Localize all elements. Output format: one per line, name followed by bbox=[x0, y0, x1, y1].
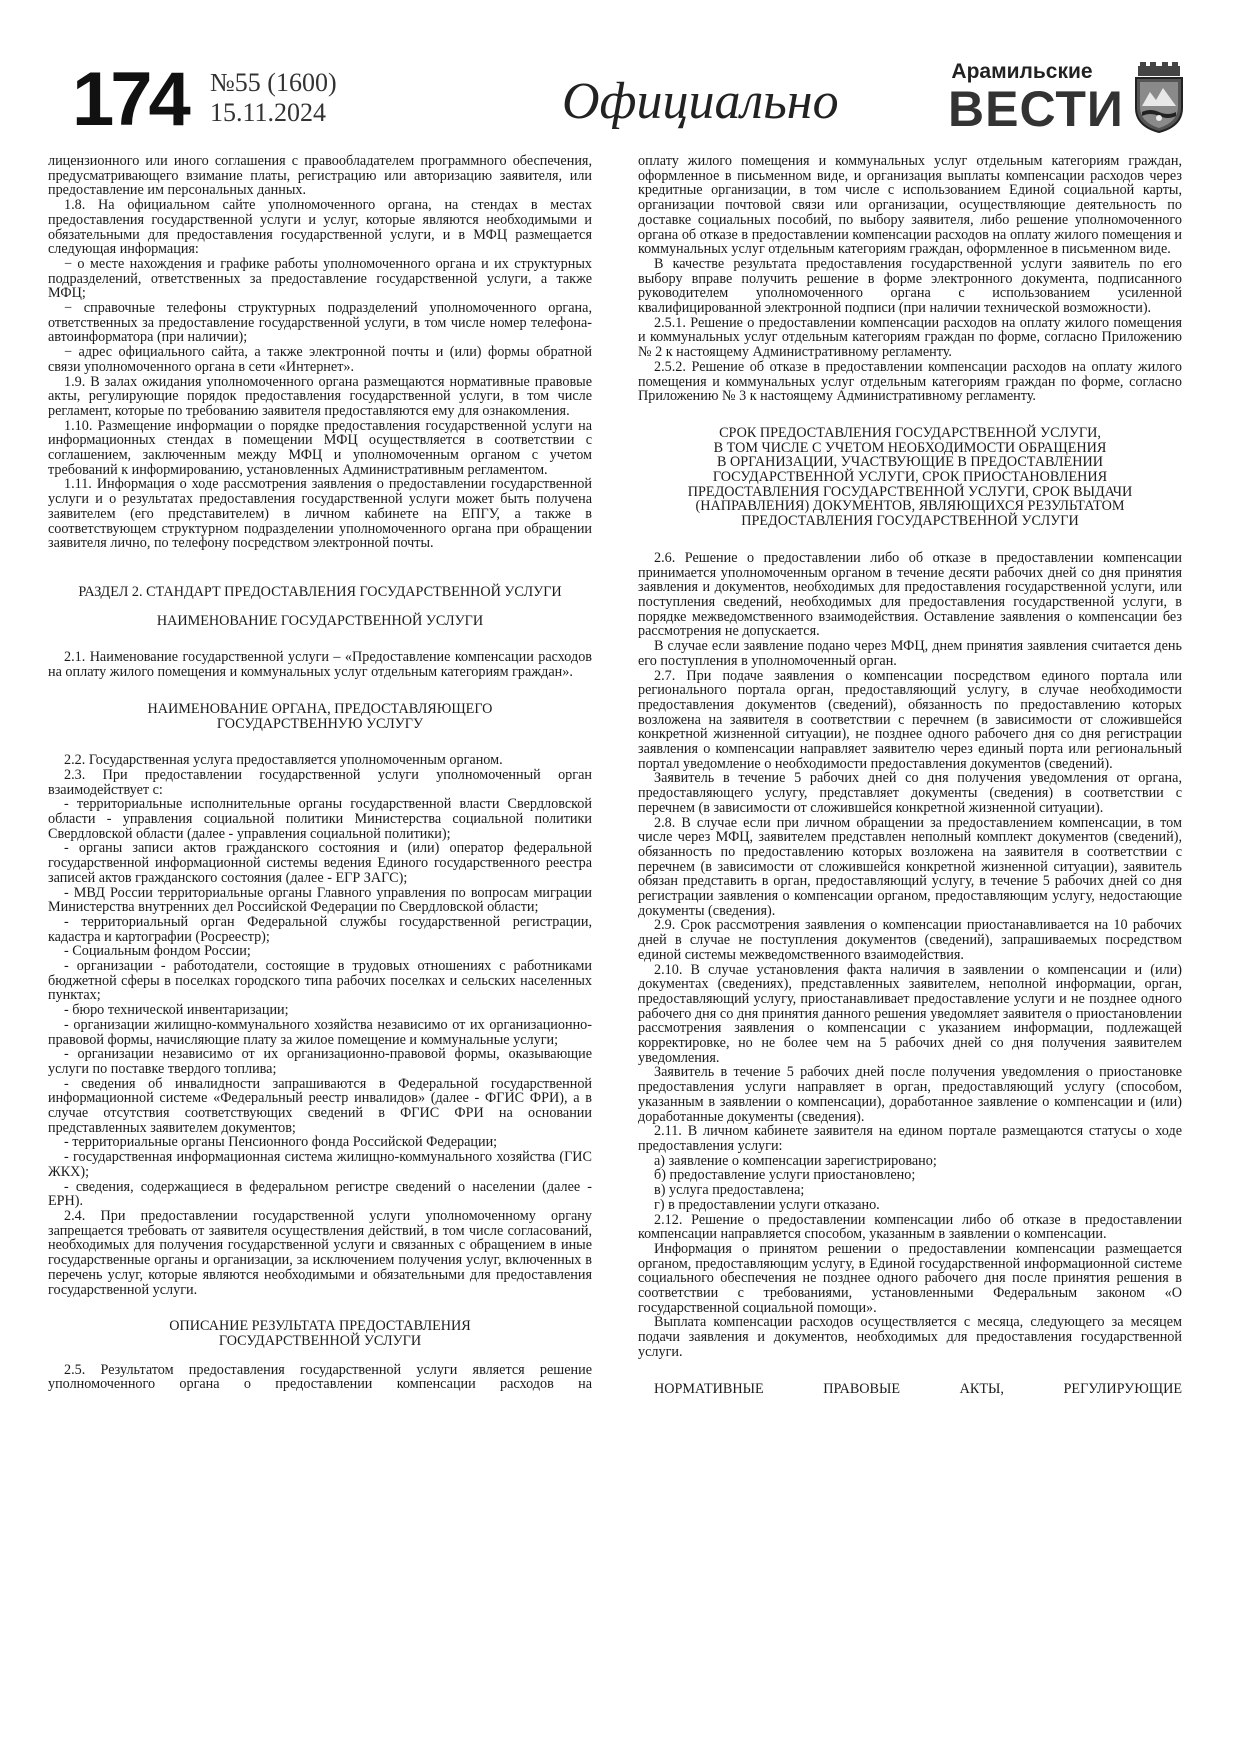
paragraph: Выплата компенсации расходов осуществляется с месяца, следующего за месяцем подачи заявления и документов, необходимых для предоставления государственной услуги. bbox=[638, 1314, 1182, 1360]
subsection-heading: (НАПРАВЛЕНИЯ) ДОКУМЕНТОВ, ЯВЛЯЮЩИХСЯ РЕЗУЛЬТАТОМ bbox=[695, 498, 1125, 515]
list-item: г) в предоставлении услуги отказано. bbox=[654, 1196, 880, 1213]
newspaper-name-main: ВЕСТИ bbox=[948, 81, 1124, 137]
list-item: - территориальные органы Пенсионного фонда Российской Федерации; bbox=[64, 1134, 498, 1151]
list-item: - государственная информационная система жилищно-коммунального хозяйства (ГИС ЖКХ); bbox=[48, 1149, 592, 1180]
paragraph: 2.5. Результатом предоставления государственной услуги является решение уполномоченного органа о предоставлении компенсации расходов на bbox=[48, 1361, 592, 1393]
list-item: б) предоставление услуги приостановлено; bbox=[654, 1167, 916, 1184]
paragraph: В качестве результата предоставления государственной услуги заявитель по его выбору вправе получить решение в форме электронного документа, подписанного руководителем уполномоченного органа с использованием усиленной квалифицированной электронной подписи (при наличии технической возможности). bbox=[638, 255, 1182, 317]
paragraph: Информация о принятом решении о предоставлении компенсации размещается органом, предоставляющим услугу, в Единой государственной информационной системе социального обеспечения не позднее одного рабочего дня после принятия решения в соответствии с требованиями, установленными Федеральным законом «О государственной социальной помощи». bbox=[638, 1240, 1182, 1316]
subsection-heading: ГОСУДАРСТВЕННОЙ УСЛУГИ, СРОК ПРИОСТАНОВЛЕНИЯ bbox=[712, 469, 1108, 486]
list-item: - организации независимо от их организационно-правовой формы, оказывающие услуги по поставке твердого топлива; bbox=[48, 1046, 592, 1077]
paragraph: 2.5.1. Решение о предоставлении компенсации расходов на оплату жилого помещения и коммунальных услуг отдельным категориям граждан по форме, согласно Приложению № 2 к настоящему Административному регламенту. bbox=[638, 314, 1182, 361]
paragraph: 2.9. Срок рассмотрения заявления о компенсации приостанавливается на 10 рабочих дней в случае не поступления документов (сведений), запрашиваемых посредством единой системы межведомственного взаимодействия. bbox=[638, 917, 1182, 963]
paragraph: 1.9. В залах ожидания уполномоченного органа размещаются нормативные правовые акты, регулирующие порядок предоставления государственной услуги, в том числе регламент, которые по требованию заявителя предоставляются ему для ознакомления. bbox=[48, 373, 592, 419]
paragraph: 2.7. При подаче заявления о компенсации посредством единого портала или регионального портала орган, предоставляющий услугу, в случае необходимости предоставления документов (сведений), обязанность по предоставлению которых возложена на заявителя в соответствии с перечнем (в зависимости от сложившейся конкретной жизненной ситуации), не позднее одного рабочего дня со дня регистрации заявления о компенсации направляет заявителю через единый порта или региональный портал уведомление о необходимости предоставления документов (сведений). bbox=[638, 667, 1182, 772]
masthead bbox=[72, 57, 1188, 144]
paragraph: 2.8. В случае если при личном обращении за предоставлением компенсации, в том числе через МФЦ, заявителем представлен неполный комплект документов (сведений), обязанность по предоставлению которых возложена на заявителя в соответствии с перечнем (в зависимости от сложившейся конкретной жизненной ситуации), заявитель обязан представить в орган, предоставляющий услугу, в течение 5 рабочих дней со дня регистрации заявления о компенсации органом, предоставляющим услугу, недостающие документы (сведения). bbox=[638, 814, 1182, 919]
paragraph: 1.11. Информация о ходе рассмотрения заявления о предоставлении государственной услуги и о результатах предоставления государственной услуги может быть получена заявителем (его представителем) в личном кабинете на ЕПГУ, а также в соответствующем структурном подразделении уполномоченного органа при обращении заявителя лично, по телефону посредством электронной почты. bbox=[48, 476, 592, 552]
list-item: − адрес официального сайта, а также электронной почты и (или) формы обратной связи уполномоченного органа в сети «Интернет». bbox=[48, 344, 592, 375]
issue-date: 15.11.2024 bbox=[210, 98, 327, 127]
paragraph: 1.8. На официальном сайте уполномоченного органа, на стендах в местах предоставления государственной услуги и услуг, которые являются необходимыми и обязательными для предоставления государственной услуги, и в МФЦ размещается следующая информация: bbox=[48, 197, 592, 258]
list-item: - МВД России территориальные органы Главного управления по вопросам миграции Министерства внутренних дел Российской Федерации по Свердловской области; bbox=[48, 884, 592, 916]
subsection-heading: ГОСУДАРСТВЕННОЙ УСЛУГИ bbox=[218, 1332, 422, 1349]
subsection-heading: НАИМЕНОВАНИЕ ОРГАНА, ПРЕДОСТАВЛЯЮЩЕГО bbox=[147, 700, 493, 717]
page-number: 174 bbox=[72, 57, 187, 142]
paragraph: 2.3. При предоставлении государственной услуги уполномоченный орган взаимодействует с: bbox=[48, 766, 592, 798]
subsection-heading: ОПИСАНИЕ РЕЗУЛЬТАТА ПРЕДОСТАВЛЕНИЯ bbox=[169, 1318, 471, 1335]
right-column bbox=[638, 154, 1182, 1396]
list-item: - сведения об инвалидности запрашиваются в Федеральной государственной информационной системе «Федеральный реестр инвалидов» (далее - ФГИС ФРИ), а в случае отсутствия соответствующих сведений в ФГИС ФРИ на основании представленных заявителем документов; bbox=[48, 1075, 592, 1136]
paragraph: оплату жилого помещения и коммунальных услуг отдельным категориям граждан, оформленное в письменном виде, и организация выплаты компенсации расходов через кредитные организации, в том числе с использованием Единой социальной карты, организации почтовой связи или организации, осуществляющие деятельность по доставке социальных пособий, по выбору заявителя, либо решение уполномоченного органа об отказе в предоставлении компенсации расходов на оплату жилого помещения и коммунальных услуг отдельным категориям граждан, оформленное в письменном виде. bbox=[638, 153, 1182, 258]
list-item: - территориальные исполнительные органы государственной власти Свердловской области - управления социальной политики Министерства социальной политики Свердловской области (далее - управления социальной политики); bbox=[48, 796, 592, 842]
list-item: - сведения, содержащиеся в федеральном регистре сведений о населении (далее - ЕРН). bbox=[48, 1178, 592, 1210]
paragraph: Заявитель в течение 5 рабочих дней после получения уведомления о приостановке предоставления услуги направляет в орган, предоставляющий услугу (способом, указанным в заявлении о компенсации), доработанное заявление о компенсации и (или) доработанные документы (сведения). bbox=[638, 1064, 1182, 1125]
list-item: − справочные телефоны структурных подразделений уполномоченного органа, ответственных за предоставление государственной услуги, в том числе номер телефона-автоинформатора (при наличии); bbox=[48, 300, 592, 346]
list-item: - организации - работодатели, состоящие в трудовых отношениях с работниками бюджетной сферы в поселках городского типа рабочих поселках и сельских населенных пунктах; bbox=[48, 958, 592, 1004]
list-item: в) услуга предоставлена; bbox=[654, 1182, 805, 1199]
newspaper-name-top: Арамильские bbox=[951, 60, 1093, 83]
list-item: - Социальным фондом России; bbox=[64, 943, 251, 960]
subsection-heading: В ОРГАНИЗАЦИИ, УЧАСТВУЮЩИЕ В ПРЕДОСТАВЛЕНИИ bbox=[717, 454, 1103, 471]
section-title: Официально bbox=[562, 73, 839, 130]
paragraph: 2.12. Решение о предоставлении компенсации либо об отказе в предоставлении компенсации направляется способом, указанным в заявлении о компенсации. bbox=[638, 1211, 1182, 1243]
paragraph: 2.10. В случае установления факта наличия в заявлении о компенсации и (или) документах (сведениях), представленных заявителем, неполной информации, орган, предоставляющий услугу, приостанавливает предоставление услуги и не позднее одного рабочего дня со дня принятия данного решения уведомляет заявителя о приостановлении рассмотрения заявления о компенсации с указанием информации, подлежащей корректировке, но не более чем на 5 рабочих дней со дня получения заявителем уведомления. bbox=[638, 961, 1182, 1066]
subsection-heading: СРОК ПРЕДОСТАВЛЕНИЯ ГОСУДАРСТВЕННОЙ УСЛУГИ, bbox=[719, 424, 1101, 441]
paragraph: 2.4. При предоставлении государственной услуги уполномоченному органу запрещается требовать от заявителя осуществления действий, в том числе согласований, необходимых для получения государственной услуги и связанных с обращением в иные государственные органы и организации, за исключением получения услуг, включенных в перечень услуг, которые являются необходимыми и обязательными для предоставления государственной услуги. bbox=[48, 1208, 592, 1298]
subsection-heading: ГОСУДАРСТВЕННУЮ УСЛУГУ bbox=[216, 715, 424, 732]
paragraph: 2.11. В личном кабинете заявителя на едином портале размещаются статусы о ходе предоставления услуги: bbox=[638, 1123, 1182, 1154]
subsection-heading: НАИМЕНОВАНИЕ ГОСУДАРСТВЕННОЙ УСЛУГИ bbox=[156, 612, 484, 629]
paragraph: 2.6. Решение о предоставлении либо об отказе в предоставлении компенсации принимается уполномоченным органом в течение десяти рабочих дней со дня принятия заявления и документов, необходимых для предоставления государственной услуги, или поступления сведений, необходимых для предоставления государственной услуги, в порядке межведомственного взаимодействия. Оставление заявления о компенсации без рассмотрения не допускается. bbox=[638, 549, 1182, 640]
list-item: − о месте нахождения и графике работы уполномоченного органа и их структурных подразделений, ответственных за предоставление государственной услуги, а также МФЦ; bbox=[48, 255, 592, 302]
list-item: - организации жилищно-коммунального хозяйства независимо от их организационно-правовой формы, начисляющие плату за жилое помещение и коммунальные услуги; bbox=[48, 1016, 592, 1048]
coat-of-arms-icon bbox=[1132, 62, 1186, 134]
list-item: - органы записи актов гражданского состояния и (или) оператор федеральной государственной информационной системы ведения Единого государственного реестра записей актов гражданского состояния (далее - ЕГР ЗАГС); bbox=[48, 840, 592, 886]
paragraph: 1.10. Размещение информации о порядке предоставления государственной услуги на информационных стендах в помещении МФЦ осуществляется в соответствии с соглашением, заключенным между МФЦ и уполномоченным органом с учетом требований к информированию, установленных Административным регламентом. bbox=[48, 417, 592, 478]
paragraph: 2.2. Государственная услуга предоставляется уполномоченным органом. bbox=[64, 752, 503, 769]
section-heading: РАЗДЕЛ 2. СТАНДАРТ ПРЕДОСТАВЛЕНИЯ ГОСУДАРСТВЕННОЙ УСЛУГИ bbox=[78, 583, 562, 600]
subsection-heading: ПРЕДОСТАВЛЕНИЯ ГОСУДАРСТВЕННОЙ УСЛУГИ, СРОК ВЫДАЧИ bbox=[687, 483, 1133, 500]
issue-number: №55 (1600) bbox=[210, 68, 337, 97]
paragraph: Заявитель в течение 5 рабочих дней со дня получения уведомления от органа, предоставляющего услугу, представляет документы (сведения) в соответствии с перечнем (в зависимости от сложившейся конкретной жизненной ситуации). bbox=[638, 770, 1182, 816]
paragraph: В случае если заявление подано через МФЦ, днем принятия заявления считается день его поступления в уполномоченный орган. bbox=[638, 638, 1182, 669]
paragraph: 2.5.2. Решение об отказе в предоставлении компенсации расходов на оплату жилого помещения и коммунальных услуг отдельным категориям граждан по форме, согласно Приложению № 3 к настоящему Административному регламенту. bbox=[638, 358, 1182, 405]
list-item: а) заявление о компенсации зарегистрировано; bbox=[654, 1152, 937, 1169]
subsection-heading: В ТОМ ЧИСЛЕ С УЧЕТОМ НЕОБХОДИМОСТИ ОБРАЩЕНИЯ bbox=[713, 439, 1107, 456]
list-item: - территориальный орган Федеральной службы государственной регистрации, кадастра и картографии (Росреестр); bbox=[48, 913, 592, 945]
list-item: - бюро технической инвентаризации; bbox=[64, 1002, 289, 1019]
paragraph: 2.1. Наименование государственной услуги – «Предоставление компенсации расходов на оплату жилого помещения и коммунальных услуг отдельным категориям граждан». bbox=[48, 649, 592, 681]
left-column bbox=[48, 154, 592, 1392]
subsection-heading: ПРЕДОСТАВЛЕНИЯ ГОСУДАРСТВЕННОЙ УСЛУГИ bbox=[741, 513, 1079, 530]
subsection-heading: НОРМАТИВНЫЕ ПРАВОВЫЕ АКТЫ, РЕГУЛИРУЮЩИЕ bbox=[654, 1380, 1182, 1397]
paragraph: лицензионного или иного соглашения с правообладателем программного обеспечения, предусматривающего взимание платы, регистрацию или авторизацию заявителя, или предоставление им персональных данных. bbox=[48, 153, 592, 199]
